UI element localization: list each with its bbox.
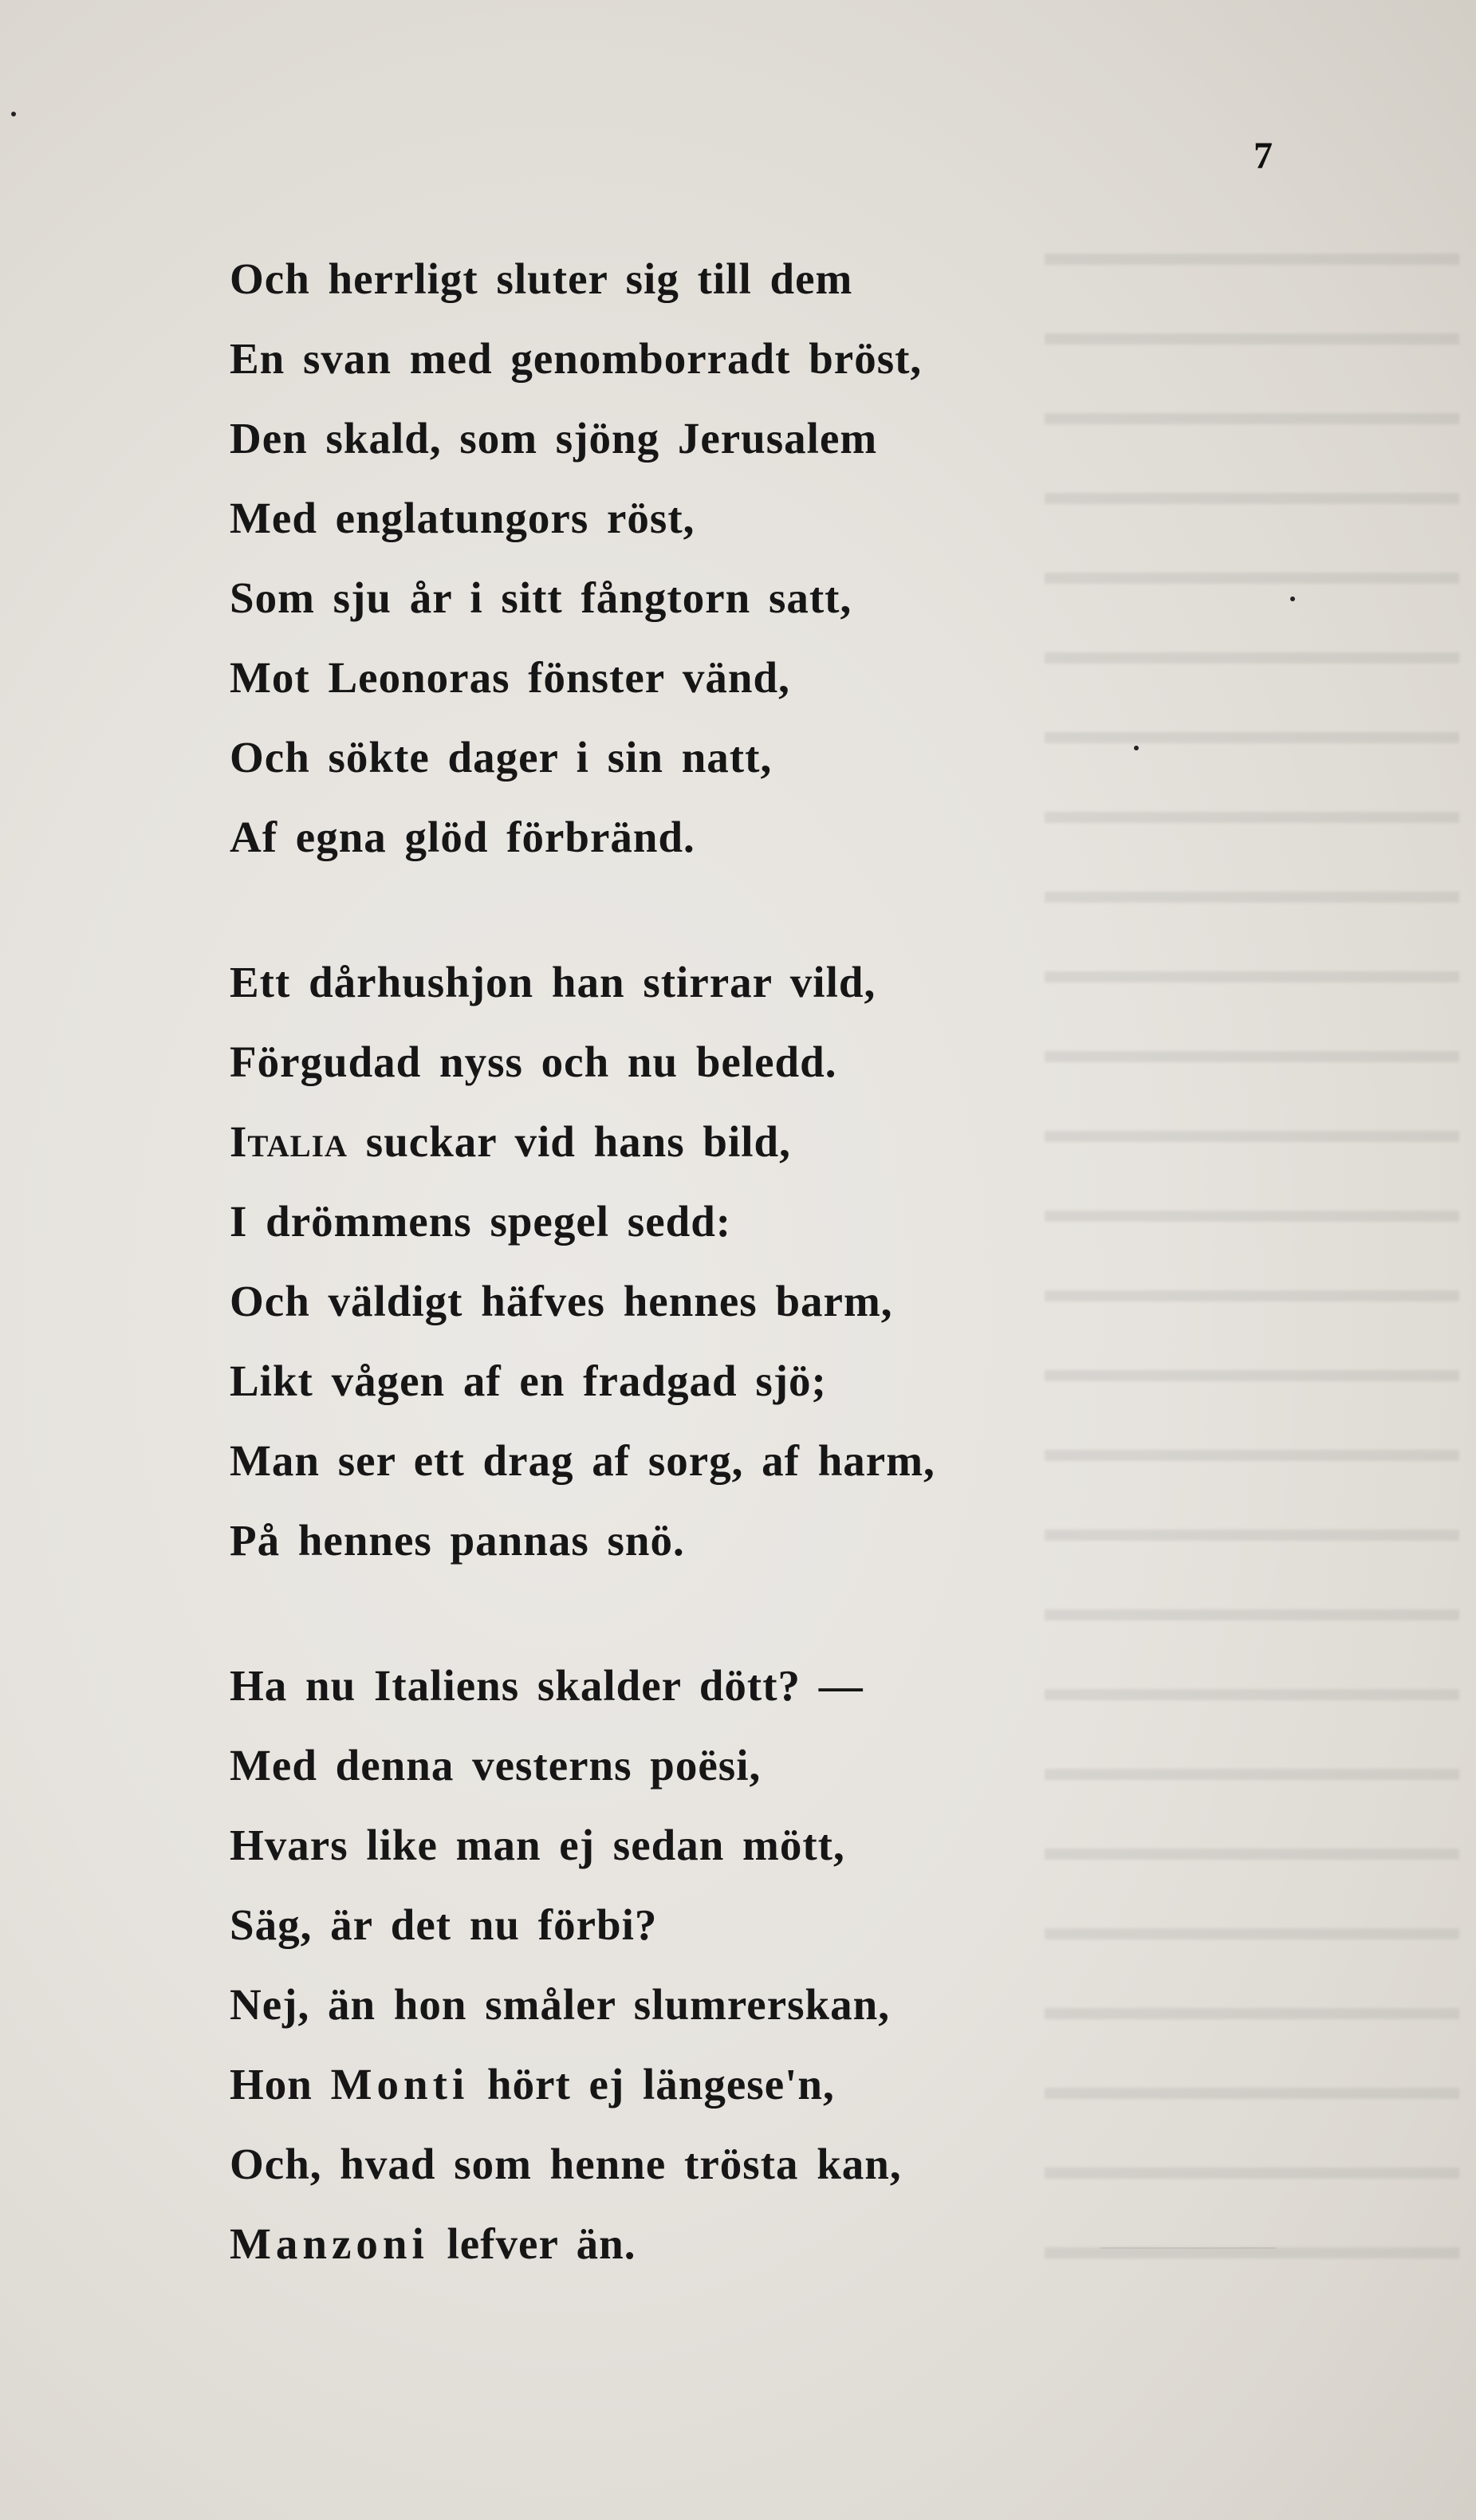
- footnote-rule-showthrough: [1100, 2247, 1276, 2249]
- poem-line-rest: lefver än.: [447, 2219, 636, 2268]
- manzoni-spaced: Manzoni: [230, 2219, 429, 2268]
- poem-line: Med englatungors röst,: [230, 494, 695, 542]
- paper-speck: [11, 112, 16, 116]
- poem-line: Med denna vesterns poësi,: [230, 1741, 762, 1790]
- poem-line: Man ser ett drag af sorg, af harm,: [230, 1436, 935, 1485]
- poem-line: Likt vågen af en fradgad sjö;: [230, 1356, 827, 1405]
- paper-speck: [1290, 597, 1295, 601]
- poem-line-start: Hon: [230, 2060, 313, 2109]
- poem-line: Förgudad nyss och nu beledd.: [230, 1038, 837, 1086]
- poem-line: Ha nu Italiens skalder dött? —: [230, 1661, 864, 1710]
- monti-spaced: Monti: [330, 2060, 470, 2109]
- poem: [230, 239, 1171, 2284]
- poem-line: En svan med genomborradt bröst,: [230, 334, 923, 383]
- poem-line-rest: hört ej längese'n,: [486, 2060, 835, 2109]
- stanza-3: [230, 1646, 1171, 2284]
- poem-line: Som sju år i sitt fångtorn satt,: [230, 573, 852, 622]
- stanza-1: [230, 239, 1171, 877]
- poem-line: [230, 2204, 1171, 2284]
- paper-speck: [1134, 746, 1139, 750]
- poem-line-rest: suckar vid hans bild,: [365, 1117, 791, 1166]
- poem-line: I drömmens spegel sedd:: [230, 1197, 732, 1246]
- poem-line: [230, 2045, 1171, 2124]
- poem-line: Den skald, som sjöng Jerusalem: [230, 414, 878, 463]
- poem-line: På hennes pannas snö.: [230, 1516, 685, 1565]
- poem-line: Och sökte dager i sin natt,: [230, 733, 773, 782]
- poem-line: Och väldigt häfves hennes barm,: [230, 1277, 893, 1325]
- poem-line: Säg, är det nu förbi?: [230, 1900, 658, 1949]
- page-number: 7: [1254, 135, 1273, 177]
- poem-line: [230, 1102, 1171, 1182]
- poem-line: Hvars like man ej sedan mött,: [230, 1821, 845, 1869]
- poem-line: Nej, än hon småler slumrerskan,: [230, 1980, 890, 2029]
- italia-smallcaps: Italia: [230, 1117, 348, 1166]
- poem-line: Ett dårhushjon han stirrar vild,: [230, 958, 876, 1006]
- poem-line: Mot Leonoras fönster vänd,: [230, 653, 790, 702]
- stanza-2: [230, 943, 1171, 1581]
- poem-line: Af egna glöd förbränd.: [230, 813, 695, 861]
- poem-line: Och, hvad som henne trösta kan,: [230, 2140, 902, 2188]
- poem-line: Och herrligt sluter sig till dem: [230, 254, 853, 303]
